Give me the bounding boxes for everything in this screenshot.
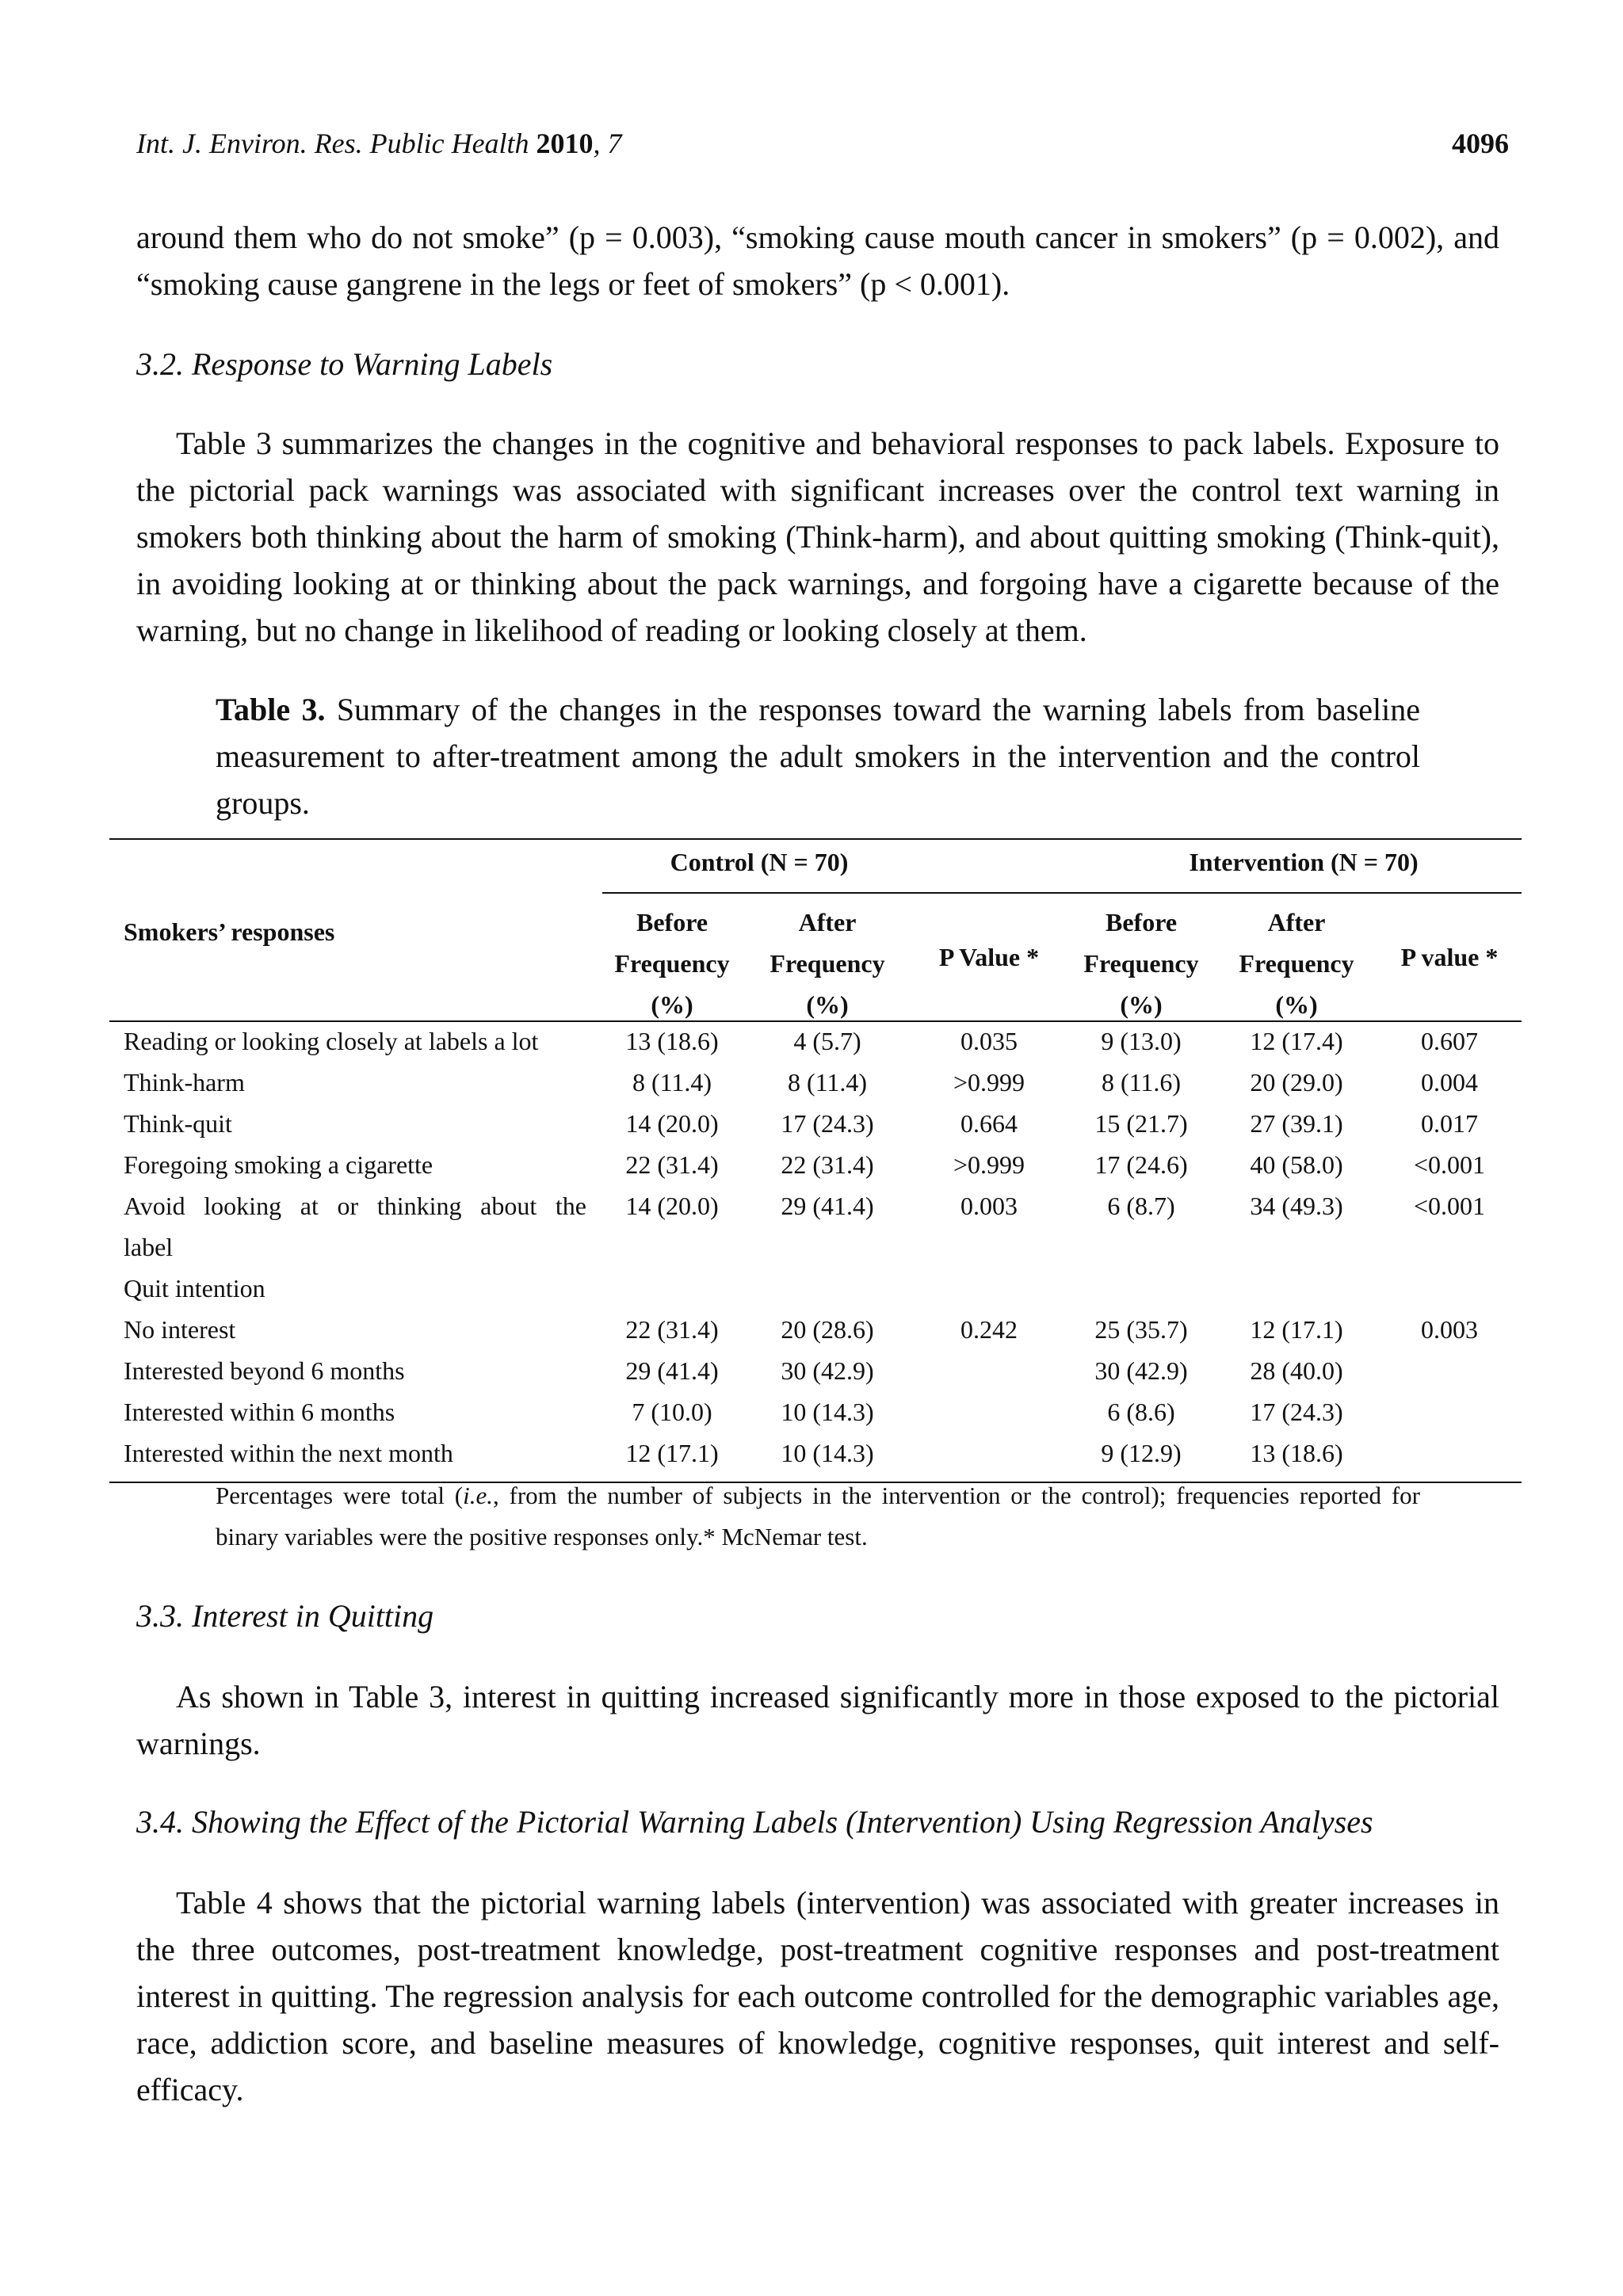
intervention-after-cell: 17 (24.3) <box>1250 1398 1343 1426</box>
header-line: After <box>1267 908 1326 936</box>
control-p-cell: >0.999 <box>953 1150 1025 1179</box>
intervention-before-cell: 9 (13.0) <box>1101 1027 1182 1055</box>
header-line: Frequency <box>614 949 730 978</box>
page-number: 4096 <box>1452 128 1509 159</box>
note-part: , from the number of subjects in the intervention or the control); frequencies reported for binary variables were the positive responses only.* McNemar test. <box>216 1482 1421 1550</box>
section-3-2-body: Table 3 summarizes the changes in the cognitive and behavioral responses to pack labels. Exposure to the pictorial pack warnings was associated with significant increases over the control text warning in smokers both thinking about the harm of smoking (Think-harm), and about quitting smoking (Think-quit), in avoiding looking at or thinking about the pack warnings, and forgoing have a cigarette because of the warning, but no change in likelihood of reading or looking closely at them. <box>136 425 1499 648</box>
control-after-cell: 22 (31.4) <box>781 1150 874 1179</box>
control-group-header: Control (N = 70) <box>670 848 849 876</box>
intervention-before-cell: 15 (21.7) <box>1094 1109 1188 1138</box>
control-p-cell: >0.999 <box>953 1068 1025 1097</box>
intervention-before-header <box>1062 902 1220 1025</box>
intervention-before-cell: 6 (8.7) <box>1107 1192 1175 1220</box>
intervention-p-cell: 0.003 <box>1421 1315 1478 1344</box>
table-3-label: Table 3. <box>216 692 326 727</box>
control-p-header: P Value * <box>938 943 1040 971</box>
note-part: Percentages were total ( <box>216 1482 464 1509</box>
section-3-3-title: 3.3. Interest in Quitting <box>136 1598 434 1634</box>
intro-paragraph: around them who do not smoke” (p = 0.003), “smoking cause mouth cancer in smokers” (p = 0.002), and “smoking cause gangrene in the legs or feet of smokers” (p < 0.001). <box>136 219 1499 302</box>
control-p-cell: 0.003 <box>960 1192 1018 1220</box>
row-label: Reading or looking closely at labels a lot <box>124 1027 539 1055</box>
intervention-after-cell: 40 (58.0) <box>1250 1150 1343 1179</box>
control-before-header <box>593 902 751 1025</box>
row-label: Interested within 6 months <box>124 1398 395 1426</box>
control-before-cell: 8 (11.4) <box>632 1068 712 1097</box>
intervention-before-cell: 25 (35.7) <box>1094 1315 1188 1344</box>
control-before-cell: 7 (10.0) <box>632 1398 712 1426</box>
header-line: Frequency <box>769 949 885 978</box>
table-3-caption <box>216 686 1420 826</box>
control-after-cell: 8 (11.4) <box>787 1068 868 1097</box>
control-after-header <box>748 902 907 1025</box>
section-3-4-body: Table 4 shows that the pictorial warning labels (intervention) was associated with greater increases in the three outcomes, post-treatment knowledge, post-treatment cognitive responses and post-treatment interest in quitting. The regression analysis for each outcome controlled for the demographic variables age, race, addiction score, and baseline measures of knowledge, cognitive responses, quit interest and self-efficacy. <box>136 1885 1499 2107</box>
control-before-cell: 29 (41.4) <box>625 1356 719 1385</box>
intervention-after-header <box>1217 902 1376 1025</box>
intervention-before-cell: 17 (24.6) <box>1094 1150 1188 1179</box>
control-before-cell: 14 (20.0) <box>625 1192 719 1220</box>
control-before-cell: 14 (20.0) <box>625 1109 719 1138</box>
section-3-2-title: 3.2. Response to Warning Labels <box>136 346 553 382</box>
group-header-rule <box>602 892 1522 894</box>
header-line: Before <box>636 908 708 936</box>
intervention-after-cell: 12 (17.1) <box>1250 1315 1343 1344</box>
table-top-rule <box>109 838 1522 840</box>
control-after-cell: 4 (5.7) <box>793 1027 861 1055</box>
intervention-p-cell: <0.001 <box>1413 1150 1486 1179</box>
header-line: (%) <box>1275 990 1318 1019</box>
intervention-after-cell: 13 (18.6) <box>1250 1439 1343 1467</box>
intervention-after-cell: 27 (39.1) <box>1250 1109 1343 1138</box>
intervention-group-header: Intervention (N = 70) <box>1189 848 1419 876</box>
header-line: (%) <box>1120 990 1163 1019</box>
intervention-before-cell: 6 (8.6) <box>1107 1398 1175 1426</box>
row-label: Avoid looking at or thinking about the <box>124 1192 586 1220</box>
header-line: Frequency <box>1083 949 1199 978</box>
intervention-after-cell: 34 (49.3) <box>1250 1192 1343 1220</box>
header-line: Frequency <box>1239 949 1354 978</box>
control-before-cell: 22 (31.4) <box>625 1315 719 1344</box>
control-before-cell: 13 (18.6) <box>625 1027 719 1055</box>
control-before-cell: 22 (31.4) <box>625 1150 719 1179</box>
row-label-continued: label <box>124 1233 174 1261</box>
intervention-after-cell: 28 (40.0) <box>1250 1356 1343 1385</box>
table-3-footnote <box>216 1475 1420 1558</box>
header-bottom-rule <box>109 1020 1522 1022</box>
row-label: Quit intention <box>124 1274 265 1302</box>
row-label: No interest <box>124 1315 236 1344</box>
section-3-4-title: 3.4. Showing the Effect of the Pictorial Warning Labels (Intervention) Using Regression Analyses <box>136 1804 1373 1840</box>
table-3-caption-text: Summary of the changes in the responses toward the warning labels from baseline measurement to after-treatment among the adult smokers in the intervention and the control groups. <box>216 692 1421 821</box>
journal-citation: Int. J. Environ. Res. Public Health 2010, 7 <box>136 128 622 159</box>
row-label: Think-harm <box>124 1068 245 1097</box>
control-after-cell: 17 (24.3) <box>781 1109 874 1138</box>
header-line: (%) <box>806 990 849 1019</box>
row-label: Interested within the next month <box>124 1439 453 1467</box>
intervention-p-cell: 0.017 <box>1421 1109 1478 1138</box>
header-line: (%) <box>651 990 693 1019</box>
note-ie: i.e. <box>463 1482 493 1509</box>
intervention-p-cell: 0.004 <box>1421 1068 1478 1097</box>
header-line: Before <box>1105 908 1178 936</box>
intervention-p-cell: 0.607 <box>1421 1027 1478 1055</box>
row-header: Smokers’ responses <box>124 917 335 946</box>
control-p-cell: 0.242 <box>960 1315 1018 1344</box>
row-label: Foregoing smoking a cigarette <box>124 1150 433 1179</box>
running-header <box>136 127 1509 160</box>
intervention-before-cell: 30 (42.9) <box>1094 1356 1188 1385</box>
control-after-cell: 10 (14.3) <box>781 1439 874 1467</box>
intervention-before-cell: 8 (11.6) <box>1101 1068 1182 1097</box>
intervention-after-cell: 20 (29.0) <box>1250 1068 1343 1097</box>
control-after-cell: 30 (42.9) <box>781 1356 874 1385</box>
control-p-cell: 0.664 <box>960 1109 1018 1138</box>
intervention-before-cell: 9 (12.9) <box>1101 1439 1182 1467</box>
section-3-3-body: As shown in Table 3, interest in quitting increased significantly more in those exposed to the pictorial warnings. <box>136 1679 1499 1761</box>
control-before-cell: 12 (17.1) <box>625 1439 719 1467</box>
control-after-cell: 20 (28.6) <box>781 1315 874 1344</box>
row-label: Think-quit <box>124 1109 232 1138</box>
intervention-after-cell: 12 (17.4) <box>1250 1027 1343 1055</box>
control-after-cell: 10 (14.3) <box>781 1398 874 1426</box>
intervention-p-header: P value * <box>1400 943 1499 971</box>
control-p-cell: 0.035 <box>960 1027 1018 1055</box>
row-label: Interested beyond 6 months <box>124 1356 405 1385</box>
intervention-p-cell: <0.001 <box>1413 1192 1486 1220</box>
header-line: After <box>798 908 857 936</box>
control-after-cell: 29 (41.4) <box>781 1192 874 1220</box>
